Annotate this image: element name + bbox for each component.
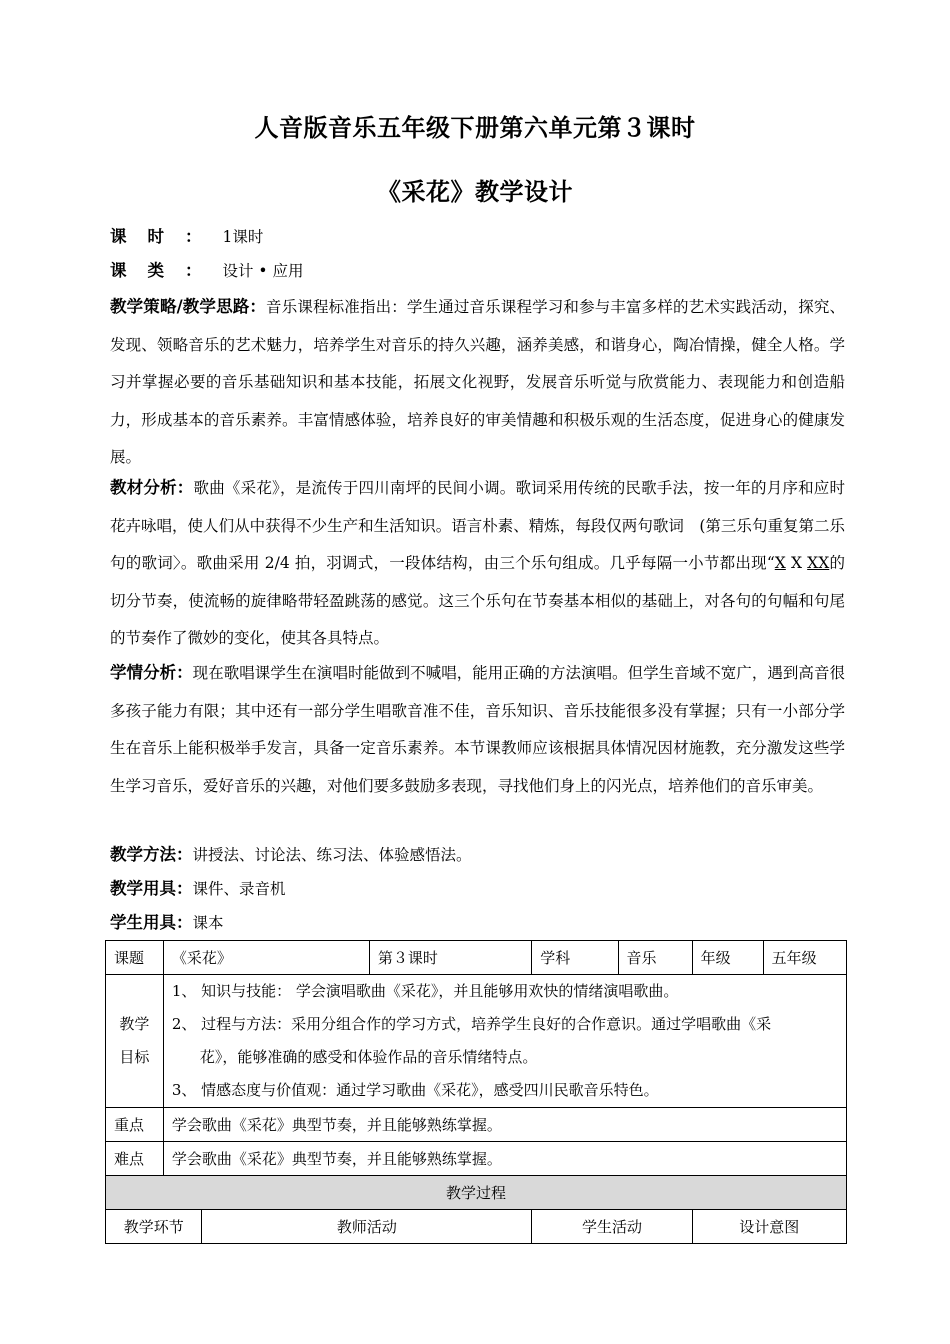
cell-key-label: 重点	[106, 1108, 164, 1142]
cell-subject-value: 《采花》	[163, 941, 369, 975]
goal-2b: 花》，能够准确的感受和体验作品的音乐情绪特点。	[199, 1048, 538, 1066]
cell-difficulty-label: 难点	[106, 1142, 164, 1176]
student-tools-text: 课本	[192, 914, 224, 932]
meta-kelei	[110, 252, 845, 291]
cell-discipline-value: 音乐	[618, 941, 692, 975]
cell-period: 第３课时	[369, 941, 531, 975]
strategy-text: 音乐课程标准指出：学生通过音乐课程学习和参与丰富多样的艺术实践活动，探究、发现、领略音乐的艺术魅力，培养学生对音乐的持久兴趣，涵养美感，和谐身心，陶冶情操，健全人格。学习并掌握必要的音乐基础知识和基本技能，拓展文化视野，发展音乐听觉与欣赏能力、表现能力和创造船力，形成基本的音乐素养。丰富情感体验，培养良好的审美情趣和积极乐观的生活态度，促进身心的健康发展。	[110, 298, 845, 466]
table-row	[106, 1176, 847, 1210]
keshi-value: 1课时	[222, 228, 264, 246]
rhythm-xx: XX	[807, 554, 830, 572]
material-label: 教材分析：	[110, 478, 194, 497]
lesson-table	[105, 940, 847, 1244]
method-text: 讲授法、讨论法、练习法、体验感悟法。	[192, 846, 472, 864]
cell-discipline-label: 学科	[532, 941, 618, 975]
students-section	[110, 654, 845, 805]
doc-title-line1: 人音版音乐五年级下册第六单元第３课时	[254, 114, 696, 142]
cell-goals	[163, 975, 846, 1108]
cell-process-header: 教学过程	[106, 1176, 847, 1210]
table-row	[106, 975, 847, 1108]
rhythm-x1: X	[774, 554, 786, 572]
tools-label: 教学用具：	[110, 879, 193, 898]
cell-goals-label: 教学目标	[106, 975, 164, 1108]
goal-1: 1、 知识与技能： 学会演唱歌曲《采花》，并且能够用欢快的情绪演唱歌曲。	[171, 982, 679, 1000]
cell-subject-label: 课题	[106, 941, 164, 975]
strategy-section	[110, 288, 845, 477]
cell-header-intent: 设计意图	[692, 1210, 846, 1244]
material-text-a: 歌曲《采花》，是流传于四川南坪的民间小调。歌词采用传统的民歌手法，按一年的月序和应时花卉咏唱，使人们从中获得不少生产和生活知识。语言朴素、精炼，每段仅两句歌词 (第三乐句重复第二乐句的歌词〉。歌曲采用 2/4 拍，羽调式，一段体结构，由三个乐句组成。几乎每隔一小节都出现“	[110, 479, 845, 572]
cell-grade-label: 年级	[692, 941, 763, 975]
goal-3: 3、 情感态度与价值观：通过学习歌曲《采花》，感受四川民歌音乐特色。	[171, 1081, 659, 1099]
table-row	[106, 1210, 847, 1244]
kelei-label: 课类：	[110, 261, 223, 280]
cell-difficulty-text: 学会歌曲《采花》典型节奏，并且能够熟练掌握。	[163, 1142, 846, 1176]
meta-keshi	[110, 218, 845, 257]
student-tools-section	[110, 904, 845, 943]
cell-header-student: 学生活动	[532, 1210, 692, 1244]
cell-header-teacher: 教师活动	[202, 1210, 532, 1244]
method-label: 教学方法：	[110, 845, 193, 864]
table-row	[106, 941, 847, 975]
kelei-value: 设计 • 应用	[222, 262, 304, 280]
keshi-label: 课时：	[110, 227, 223, 246]
tools-section	[110, 870, 845, 909]
tools-text: 课件、录音机	[192, 880, 286, 898]
material-section	[110, 469, 845, 658]
method-section	[110, 836, 845, 875]
students-text: 现在歌唱课学生在演唱时能做到不喊唱，能用正确的方法演唱。但学生音域不宽广，遇到高音很多孩子能力有限；其中还有一部分学生唱歌音准不佳，音乐知识、音乐技能很多没有掌握；只有一小部分学生在音乐上能积极举手发言，具备一定音乐素养。本节课教师应该根据具体情况因材施教，充分激发这些学生学习音乐，爱好音乐的兴趣，对他们要多鼓励多表现，寻找他们身上的闪光点，培养他们的音乐审美。	[110, 664, 845, 795]
student-tools-label: 学生用具：	[110, 913, 193, 932]
cell-key-text: 学会歌曲《采花》典型节奏，并且能够熟练掌握。	[163, 1108, 846, 1142]
students-label: 学情分析：	[110, 663, 193, 682]
table-row	[106, 1142, 847, 1176]
goal-2a: 2、 过程与方法：采用分组合作的学习方式，培养学生良好的合作意识。通过学唱歌曲《采	[171, 1015, 772, 1033]
table-row	[106, 1108, 847, 1142]
strategy-label: 教学策略/教学思路：	[110, 297, 267, 316]
material-text-b: 的切分节奏，使流畅的旋律略带轻盈跳荡的感觉。这三个乐句在节奏基本相似的基础上，对各句的句幅和句尾的节奏作了微妙的变化，使其各具特点。	[110, 554, 845, 647]
cell-grade-value: 五年级	[763, 941, 846, 975]
cell-header-stage: 教学环节	[106, 1210, 202, 1244]
rhythm-x2: X	[785, 554, 808, 572]
doc-title-line2: 《采花》教学设计	[377, 178, 573, 206]
